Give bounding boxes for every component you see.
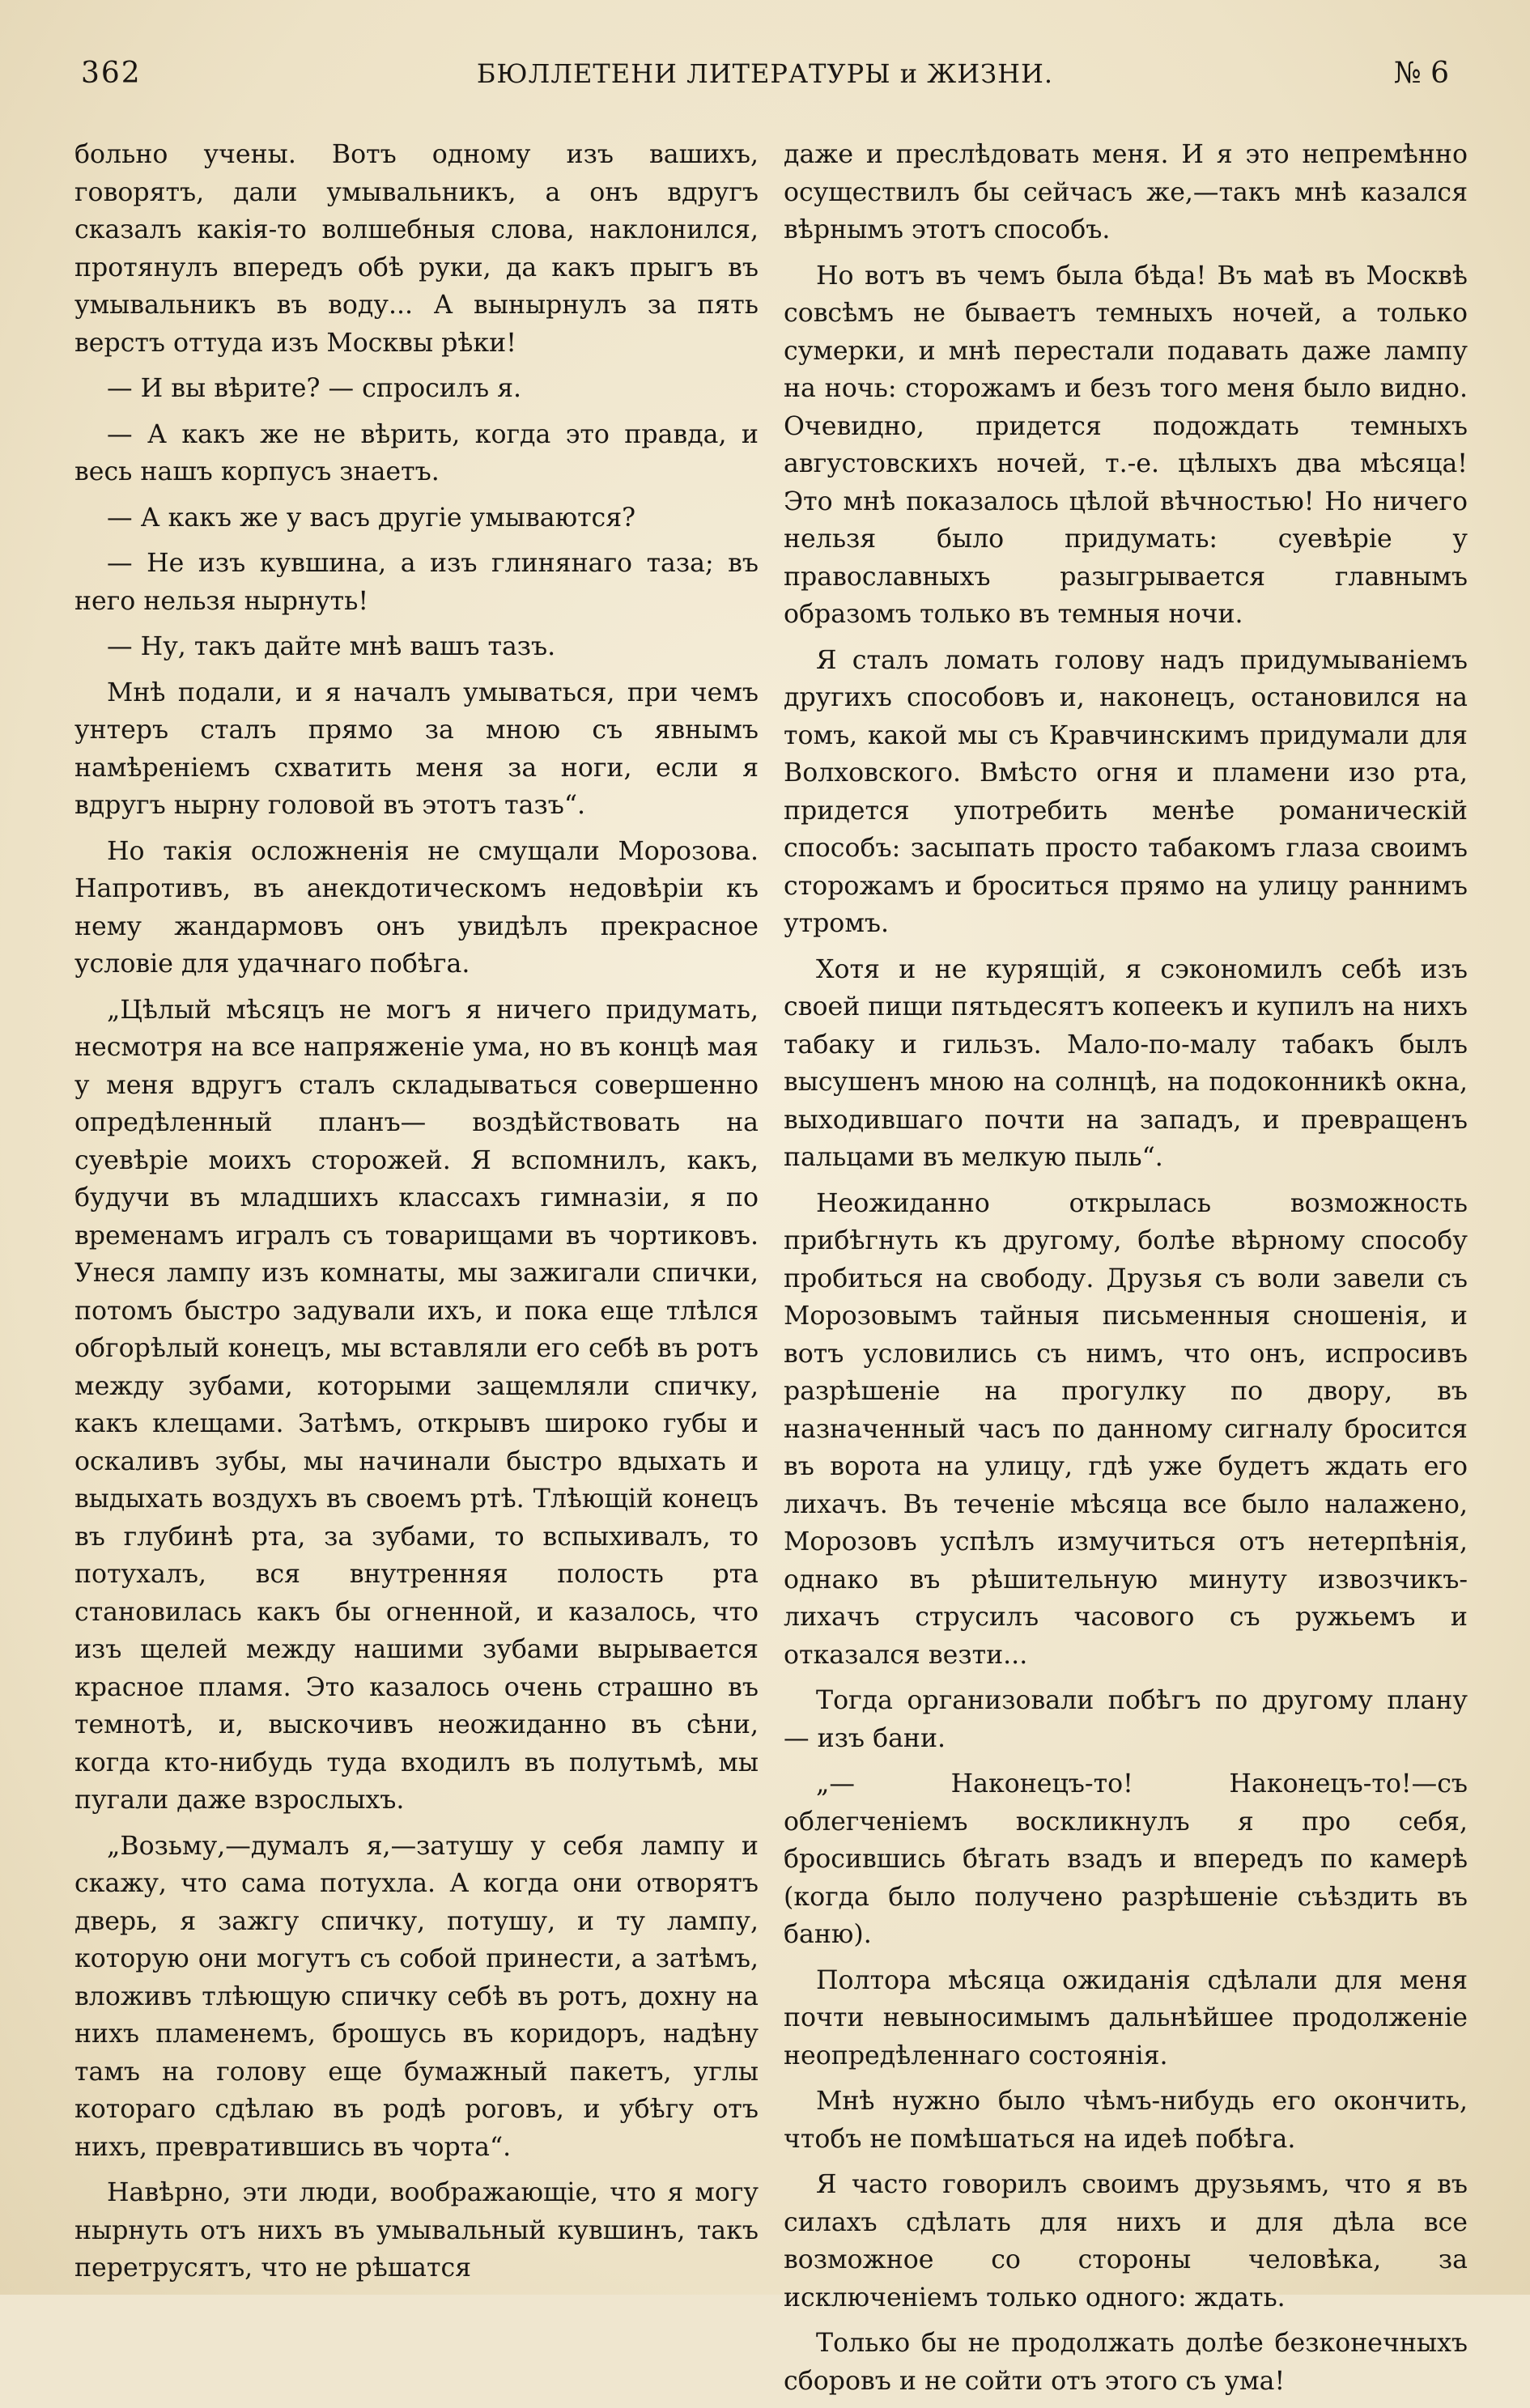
- paragraph: Неожиданно открылась возможность прибѣгнуть къ другому, болѣе вѣрному способу пробиться на свободу. Друзья съ воли завели съ Морозовымъ тайныя письменныя сношенія, и вотъ условились съ нимъ, что онъ, испросивъ разрѣшеніе на прогулку по двору, въ назначенный часъ по данному сигналу бросится въ ворота на улицу, гдѣ уже будетъ ждать его лихачъ. Въ теченіе мѣсяца все было налажено, Морозовъ успѣлъ измучиться отъ нетерпѣнія, однако въ рѣшительную минуту извозчикъ-лихачъ струсилъ часового съ ружьемъ и отказался везти...: [784, 1188, 1468, 1670]
- paragraph: — Не изъ кувшина, а изъ глинянаго таза; въ него нельзя нырнуть!: [74, 549, 759, 616]
- paragraph: Но вотъ въ чемъ была бѣда! Въ маѣ въ Москвѣ совсѣмъ не бываетъ темныхъ ночей, а только сумерки, и мнѣ перестали подавать даже лампу на ночь: сторожамъ и безъ того меня было видно. Очевидно, придется подождать темныхъ августовскихъ ночей, т.-е. цѣлыхъ два мѣсяца! Это мнѣ показалось цѣлой вѣчностью! Но ничего нельзя было придумать: суевѣріе у православныхъ разыгрывается главнымъ образомъ только въ темныя ночи.: [784, 261, 1468, 629]
- paragraph: Навѣрно, эти люди, воображающіе, что я могу нырнуть отъ нихъ въ умывальный кувшинъ, такъ перетрусятъ, что не рѣшатся: [74, 2178, 759, 2283]
- paragraph: Я сталъ ломать голову надъ придумываніемъ другихъ способовъ и, наконецъ, остановился на томъ, какой мы съ Кравчинскимъ придумали для Волховского. Вмѣсто огня и пламени изо рта, придется употребить менѣе романическій способъ: засыпать просто табакомъ глаза своимъ сторожамъ и броситься прямо на улицу раннимъ утромъ.: [784, 645, 1468, 938]
- paragraph: Но такія осложненія не смущали Морозова. Напротивъ, въ анекдотическомъ недовѣріи къ нему жандармовъ онъ увидѣлъ прекрасное условіе для удачнаго побѣга.: [74, 836, 759, 979]
- paragraph: „Цѣлый мѣсяцъ не могъ я ничего придумать, несмотря на все напряженіе ума, но въ концѣ мая у меня вдругъ сталъ складываться совершенно опредѣленный планъ— воздѣйствовать на суевѣріе моихъ сторожей. Я вспомнилъ, какъ, будучи въ младшихъ классахъ гимназіи, я по временамъ игралъ съ товарищами въ чортиковъ. Унеся лампу изъ комнаты, мы зажигали спички, потомъ быстро задували ихъ, и пока еще тлѣлся обгорѣлый конецъ, мы вставляли его себѣ въ ротъ между зубами, которыми защемляли спичку, какъ клещами. Затѣмъ, открывъ широко губы и оскаливъ зубы, мы начинали быстро вдыхать и выдыхать воздухъ въ своемъ ртѣ. Тлѣющій конецъ въ глубинѣ рта, за зубами, то вспыхивалъ, то потухалъ, вся внутренняя полость рта становилась какъ бы огненной, и казалось, что изъ щелей между нашими зубами вырывается красное пламя. Это казалось очень страшно въ темнотѣ, и, выскочивъ неожиданно въ сѣни, когда кто-нибудь туда входилъ въ полутьмѣ, мы пугали даже взрослыхъ.: [74, 995, 759, 1815]
- paragraph: Тогда организовали побѣгъ по другому плану — изъ бани.: [784, 1686, 1468, 1753]
- paragraph: Я часто говорилъ своимъ друзьямъ, что я въ силахъ сдѣлать для нихъ и для дѣла все возможное со стороны человѣка, за исключеніемъ только одного: ждать.: [784, 2170, 1468, 2312]
- paragraph: Полтора мѣсяца ожиданія сдѣлали для меня почти невыносимымъ дальнѣйшее продолженіе неопредѣленнаго состоянія.: [784, 1965, 1468, 2070]
- running-title: БЮЛЛЕТЕНИ ЛИТЕРАТУРЫ и ЖИЗНИ.: [476, 58, 1054, 89]
- paragraph: Мнѣ нужно было чѣмъ-нибудь его окончить, чтобъ не помѣшаться на идеѣ побѣга.: [784, 2087, 1468, 2154]
- paragraph: — И вы вѣрите? — спросилъ я.: [107, 374, 522, 403]
- issue-number: № 6: [1393, 57, 1449, 90]
- paragraph: Мнѣ подали, и я началъ умываться, при чемъ унтеръ сталъ прямо за мною съ явнымъ намѣреніемъ схватить меня за ноги, если я вдругъ нырну головой въ этотъ тазъ“.: [74, 677, 759, 820]
- paragraph: „Возьму,—думалъ я,—затушу у себя лампу и скажу, что сама потухла. А когда они отворятъ дверь, я зажгу спичку, потушу, и ту лампу, которую они могутъ съ собой принести, а затѣмъ, вложивъ тлѣющую спичку себѣ въ ротъ, дохну на нихъ пламенемъ, брошусь въ коридоръ, надѣну тамъ на голову еще бумажный пакетъ, углы котораго сдѣлаю въ родѣ роговъ, и убѣгу отъ нихъ, превратившись въ чорта“.: [74, 1831, 759, 2162]
- page-header: [81, 57, 1449, 105]
- paragraph: „— Наконецъ-то! Наконецъ-то!—съ облегченіемъ воскликнулъ я про себя, бросившись бѣгать взадъ и впередъ по камерѣ (когда было получено разрѣшеніе съѣздить въ баню).: [784, 1769, 1468, 1949]
- left-column: [74, 136, 759, 2295]
- right-column: [784, 136, 1468, 2408]
- paragraph: даже и преслѣдовать меня. И я это непремѣнно осуществилъ бы сейчасъ же,—такъ мнѣ казался вѣрнымъ этотъ способъ.: [784, 140, 1468, 244]
- paragraph: — А какъ же у васъ другіе умываются?: [107, 503, 636, 533]
- paragraph: Только бы не продолжать долѣе безконечныхъ сборовъ и не сойти отъ этого съ ума!: [784, 2329, 1468, 2396]
- paragraph: — Ну, такъ дайте мнѣ вашъ тазъ.: [107, 632, 556, 661]
- paragraph: больно учены. Вотъ одному изъ вашихъ, говорятъ, дали умывальникъ, а онъ вдругъ сказалъ какія-то волшебныя слова, наклонился, протянулъ впередъ обѣ руки, да какъ прыгъ въ умывальникъ въ воду... А вынырнулъ за пять верстъ оттуда изъ Москвы рѣки!: [74, 140, 759, 358]
- paragraph: — А какъ же не вѣрить, когда это правда, и весь нашъ корпусъ знаетъ.: [74, 419, 759, 486]
- page-number: 362: [81, 57, 142, 90]
- paragraph: Хотя и не курящій, я сэкономилъ себѣ изъ своей пищи пятьдесятъ копеекъ и купилъ на нихъ табаку и гильзъ. Мало-по-малу табакъ былъ высушенъ мною на солнцѣ, на подоконникѣ окна, выходившаго почти на западъ, и превращенъ пальцами въ мелкую пыль“.: [784, 954, 1468, 1172]
